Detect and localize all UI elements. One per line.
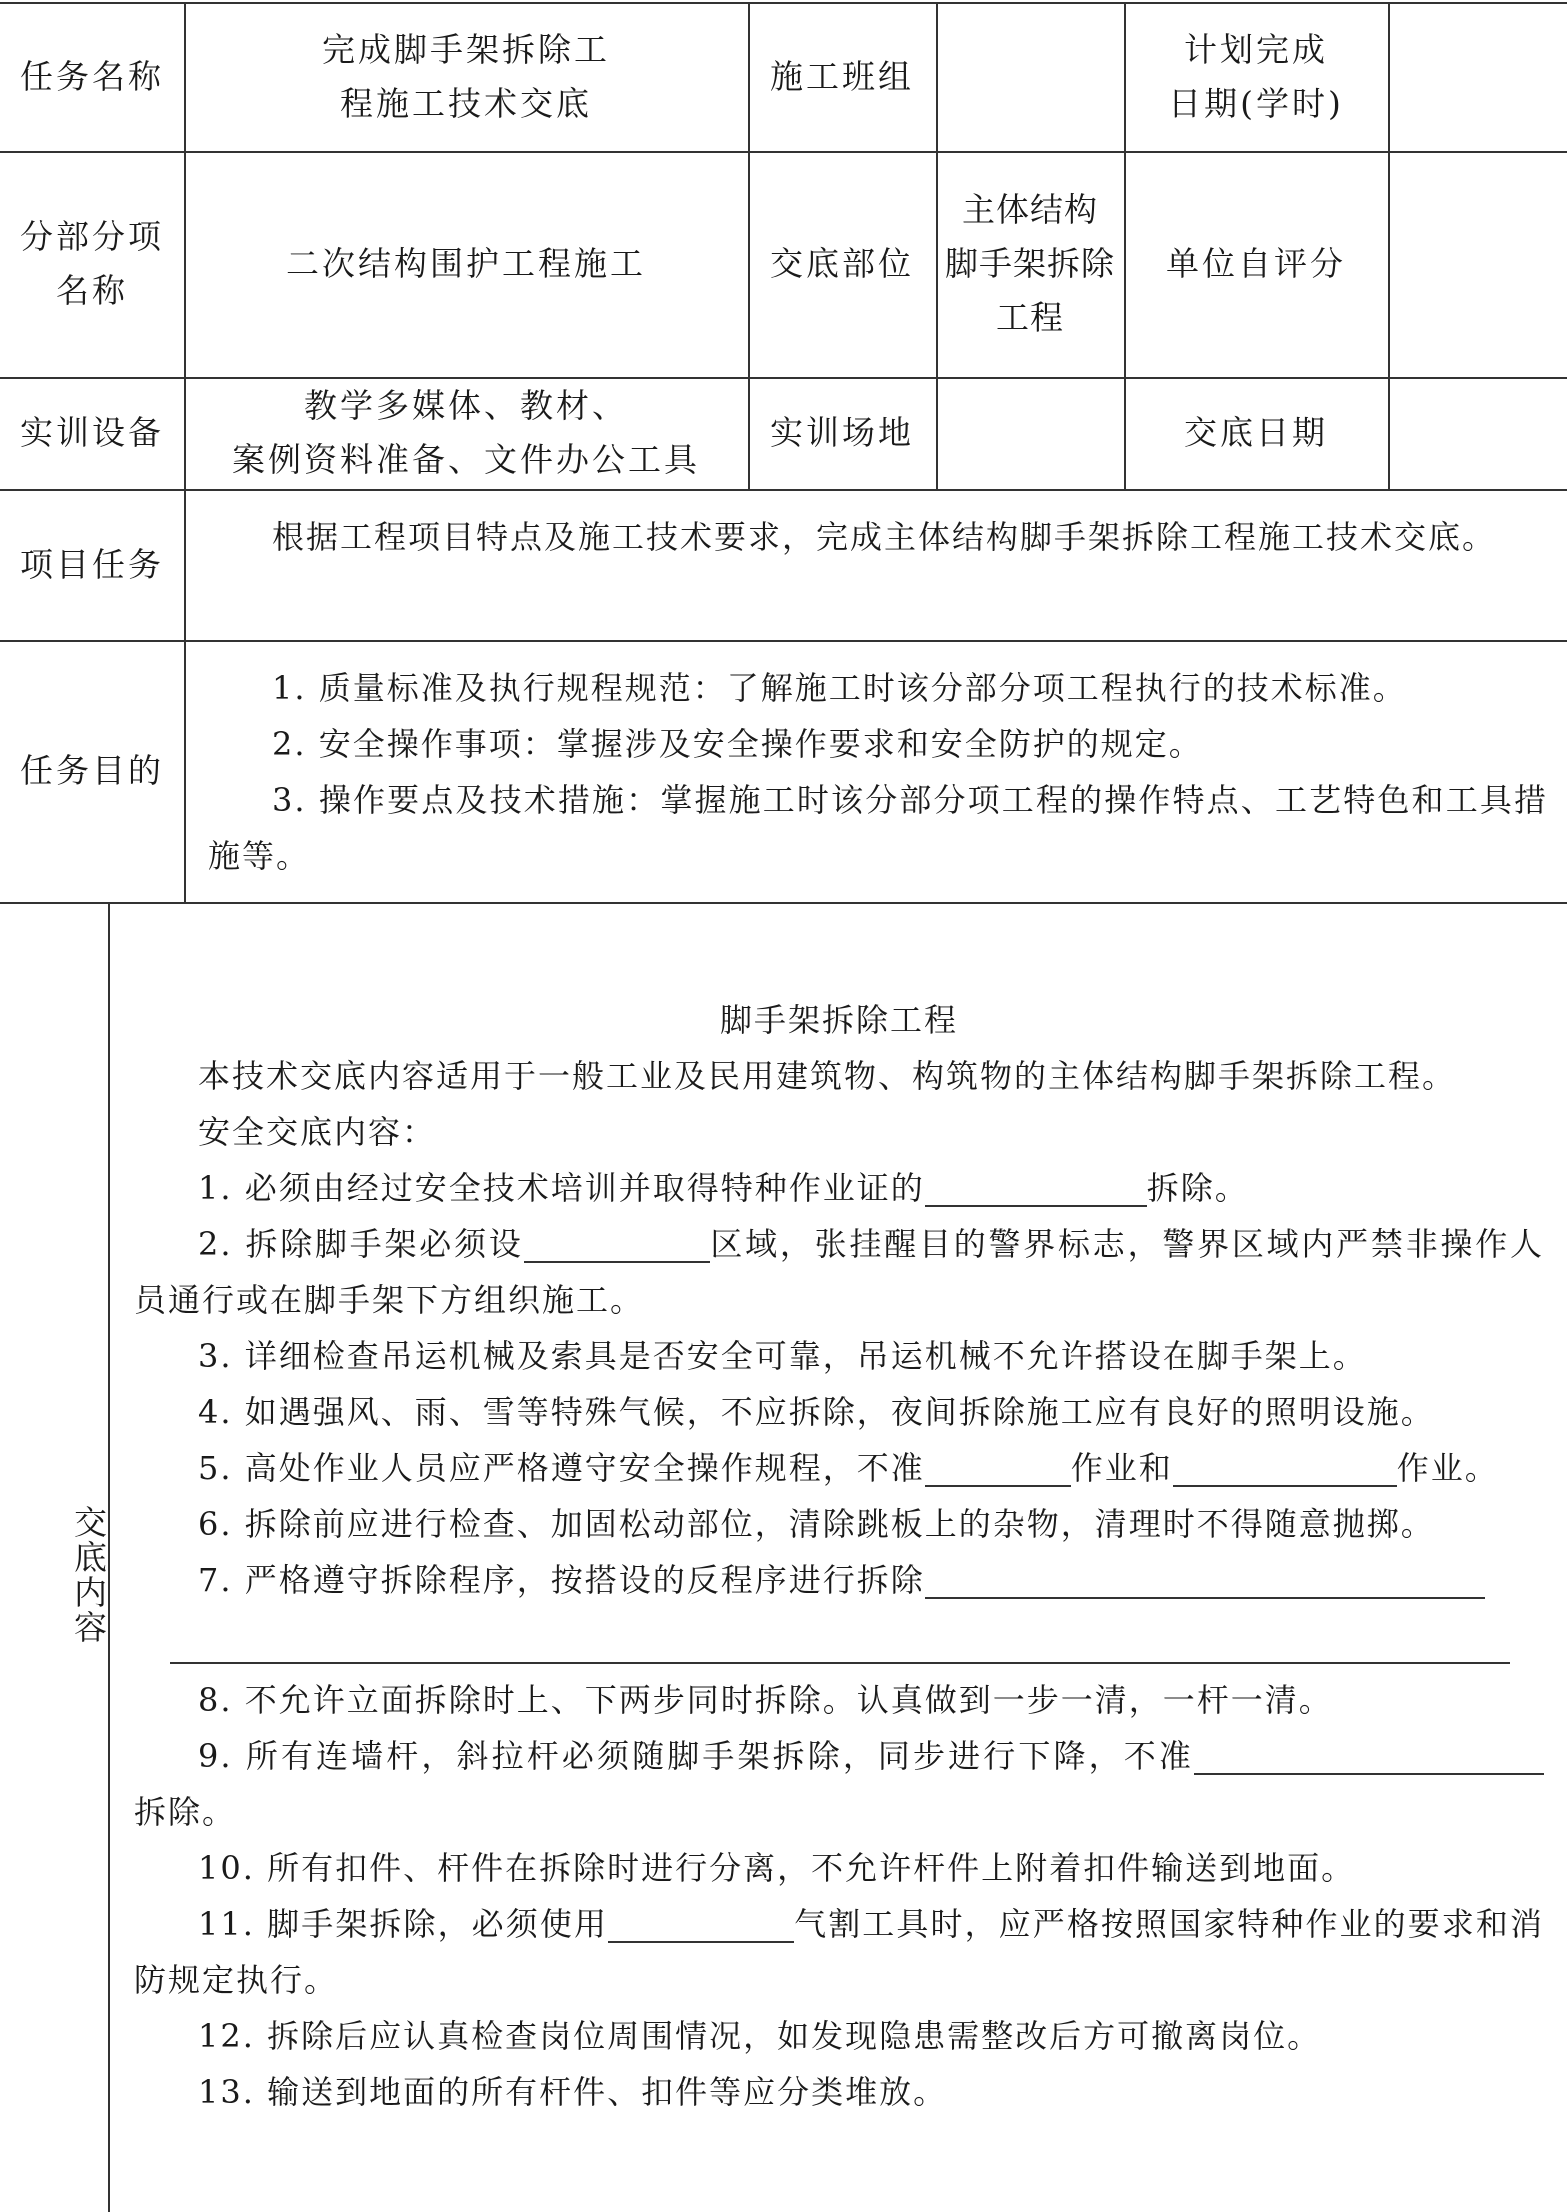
fill-blank[interactable]	[1173, 1445, 1397, 1487]
row-divider	[0, 489, 1567, 491]
briefing-date-label: 交底日期	[1184, 413, 1328, 452]
briefing-part-value: 主体结构 脚手架拆除 工程	[945, 190, 1115, 337]
fill-blank[interactable]	[1194, 1733, 1544, 1775]
row-divider	[0, 640, 1567, 642]
construction-team-value[interactable]	[936, 2, 1124, 151]
training-equipment-label: 实训设备	[20, 413, 164, 452]
planned-completion-date-value[interactable]	[1388, 2, 1567, 151]
fill-blank[interactable]	[524, 1221, 710, 1263]
task-goal-item: 3. 操作要点及技术措施：掌握施工时该分部分项工程的操作特点、工艺特色和工具措施等。	[208, 781, 1548, 875]
briefing-item-9: 9. 所有连墙杆，斜拉杆必须随脚手架拆除，同步进行下降，不准拆除。	[134, 1728, 1544, 1840]
fill-blank[interactable]	[925, 1445, 1071, 1487]
briefing-item-6: 6. 拆除前应进行检查、加固松动部位，清除跳板上的杂物，清理时不得随意抛掷。	[198, 1505, 1435, 1543]
fill-blank-line[interactable]	[170, 1662, 1510, 1664]
task-name-value: 完成脚手架拆除工 程施工技术交底	[322, 29, 610, 123]
training-equipment-value: 教学多媒体、教材、 案例资料准备、文件办公工具	[232, 386, 700, 479]
self-score-value[interactable]	[1388, 151, 1567, 377]
briefing-item-10: 10. 所有扣件、杆件在拆除时进行分离，不允许杆件上附着扣件输送到地面。	[198, 1849, 1356, 1887]
briefing-content-body	[134, 992, 1544, 1608]
briefing-item-4: 4. 如遇强风、雨、雪等特殊气候，不应拆除，夜间拆除施工应有良好的照明设施。	[198, 1393, 1435, 1431]
briefing-item-2: 2. 拆除脚手架必须设 区域，张挂醒目的警界标志，警界区域内严禁非操作人员通行或在脚手架下方组织施工。	[134, 1216, 1544, 1328]
project-task-label: 项目任务	[20, 544, 164, 584]
briefing-content-body-continued	[134, 1672, 1544, 2120]
subitem-name-value: 二次结构围护工程施工	[286, 244, 646, 283]
briefing-title: 脚手架拆除工程	[719, 1001, 958, 1039]
briefing-item-3: 3. 详细检查吊运机械及索具是否安全可靠，吊运机械不允许搭设在脚手架上。	[198, 1337, 1367, 1375]
briefing-item-11: 11. 脚手架拆除，必须使用 气割工具时，应严格按照国家特种作业的要求和消防规定执行。	[134, 1896, 1544, 2008]
briefing-part-label: 交底部位	[770, 244, 914, 283]
self-score-label: 单位自评分	[1166, 244, 1346, 283]
training-site-value[interactable]	[936, 377, 1124, 489]
briefing-item-7: 7. 严格遵守拆除程序，按搭设的反程序进行拆除	[134, 1552, 1544, 1608]
column-divider	[108, 902, 110, 2212]
briefing-intro: 本技术交底内容适用于一般工业及民用建筑物、构筑物的主体结构脚手架拆除工程。	[198, 1057, 1457, 1095]
briefing-item-1: 1. 必须由经过安全技术培训并取得特种作业证的 拆除。	[134, 1160, 1544, 1216]
fill-blank[interactable]	[925, 1557, 1485, 1599]
row-divider	[0, 902, 1567, 904]
training-site-label: 实训场地	[770, 413, 914, 452]
briefing-item-12: 12. 拆除后应认真检查岗位周围情况，如发现隐患需整改后方可撤离岗位。	[198, 2017, 1322, 2055]
project-task-text: 根据工程项目特点及施工技术要求，完成主体结构脚手架拆除工程施工技术交底。	[272, 518, 1497, 556]
briefing-item-13: 13. 输送到地面的所有杆件、扣件等应分类堆放。	[198, 2073, 948, 2111]
fill-blank[interactable]	[925, 1165, 1147, 1207]
task-goal-item: 2. 安全操作事项：掌握涉及安全操作要求和安全防护的规定。	[272, 725, 1203, 763]
planned-completion-date-label: 计划完成 日期(学时)	[1168, 29, 1344, 123]
briefing-item-5: 5. 高处作业人员应严格遵守安全操作规程，不准 作业和 作业。	[134, 1440, 1544, 1496]
briefing-date-value[interactable]	[1388, 377, 1567, 489]
task-goal-label: 任务目的	[20, 751, 164, 790]
fill-blank[interactable]	[608, 1901, 794, 1943]
task-name-label: 任务名称	[20, 56, 164, 96]
safety-heading: 安全交底内容：	[198, 1113, 437, 1151]
construction-team-label: 施工班组	[770, 56, 914, 96]
briefing-item-8: 8. 不允许立面拆除时上、下两步同时拆除。认真做到一步一清，一杆一清。	[198, 1681, 1333, 1719]
briefing-content-label: 交底内容	[69, 1505, 108, 1645]
task-goal-list	[208, 660, 1548, 884]
subitem-name-label: 分部分项 名称	[20, 217, 164, 310]
task-goal-item: 1. 质量标准及执行规程规范：了解施工时该分部分项工程执行的技术标准。	[272, 669, 1407, 707]
